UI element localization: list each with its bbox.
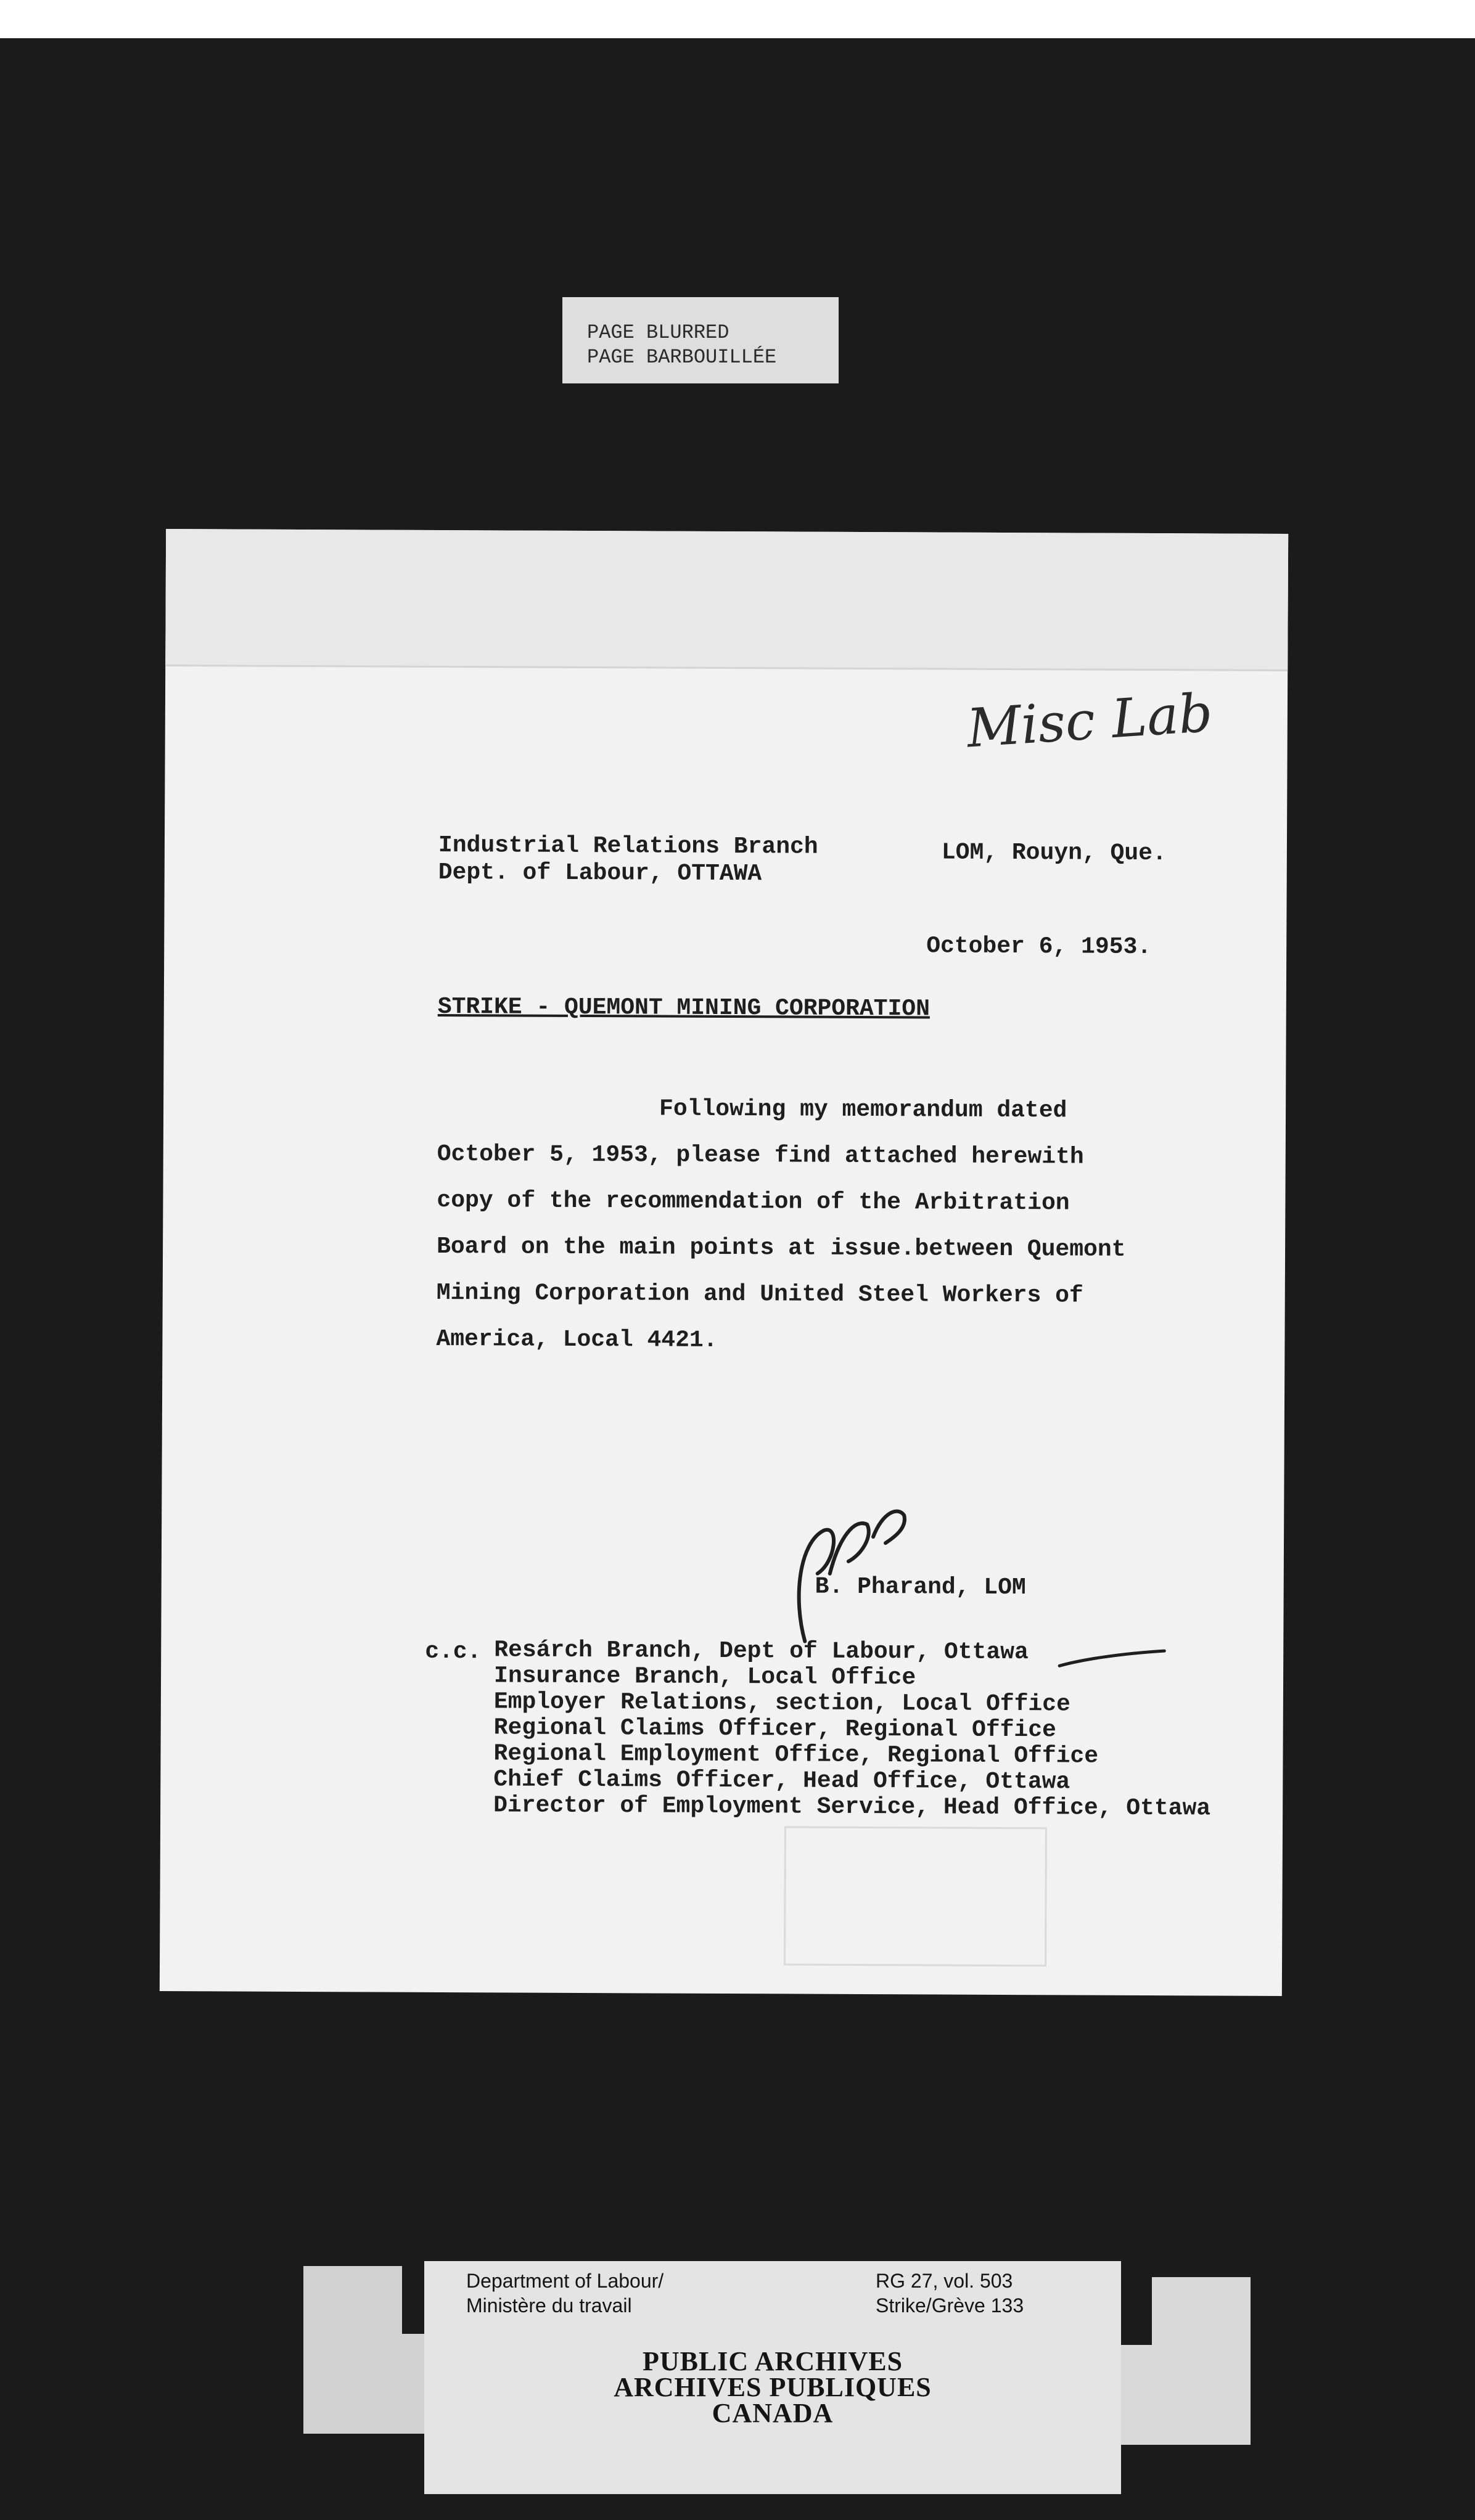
ministere-line: Ministère du travail [466,2294,632,2317]
faded-stamp [784,1826,1047,1966]
archive-tab-right-inner [1121,2345,1158,2445]
slip-line-fr: PAGE BARBOUILLÉE [587,346,777,369]
handwritten-note: Misc Lab [964,682,1215,760]
department-line: Department of Labour/ [466,2270,664,2292]
archive-tab-right [1152,2277,1251,2445]
slip-line-en: PAGE BLURRED [587,321,729,344]
strike-line: Strike/Grève 133 [876,2294,1024,2317]
body-line: Mining Corporation and United Steel Workers of [436,1279,1083,1309]
cc-label: c.c. [425,1638,482,1666]
reference-line: RG 27, vol. 503 [876,2270,1013,2292]
archive-title-canada: CANADA [712,2398,834,2428]
paper-top-band [165,529,1288,671]
archive-department [466,2268,664,2318]
body-line: October 5, 1953, please find attached herewith [437,1140,1084,1171]
archive-title [424,2346,1121,2428]
archive-title-en: PUBLIC ARCHIVES [642,2346,903,2376]
body-line: America, Local 4421. [436,1325,718,1354]
from-line-1: Industrial Relations Branch [438,832,818,861]
cc-item: Chief Claims Officer, Head Office, Ottawa [493,1766,1070,1796]
cc-item: Regional Employment Office, Regional Office [493,1740,1099,1770]
body-line: Board on the main points at issue.between Quemont [437,1233,1126,1263]
memo-page [160,529,1288,1996]
cc-item: Insurance Branch, Local Office [493,1663,916,1692]
archive-title-fr: ARCHIVES PUBLIQUES [614,2372,932,2402]
memo-body [436,1085,1177,1365]
body-line: Following my memorandum dated [659,1095,1067,1124]
from-line-2: Dept. of Labour, OTTAWA [438,859,762,888]
cc-item: Director of Employment Service, Head Office, Ottawa [493,1792,1211,1822]
to-address: LOM, Rouyn, Que. [941,839,1167,867]
memo-subject: STRIKE - QUEMONT MINING CORPORATION [437,993,931,1023]
memo-date: October 6, 1953. [926,933,1152,961]
from-address [438,832,818,888]
page-blurred-slip [562,297,839,383]
cc-item: Employer Relations, section, Local Office [493,1688,1070,1718]
cc-item: Regional Claims Officer, Regional Office [493,1714,1056,1744]
archive-tab-left-inner [402,2334,427,2434]
check-mark-icon [1056,1647,1167,1672]
cc-item: Resárch Branch, Dept of Labour, Ottawa [494,1637,1029,1666]
body-line: copy of the recommendation of the Arbitration [437,1187,1070,1217]
archive-tab-left [303,2266,402,2434]
archive-reference [876,2268,1024,2318]
signer-name: B. Pharand, LOM [815,1573,1026,1602]
